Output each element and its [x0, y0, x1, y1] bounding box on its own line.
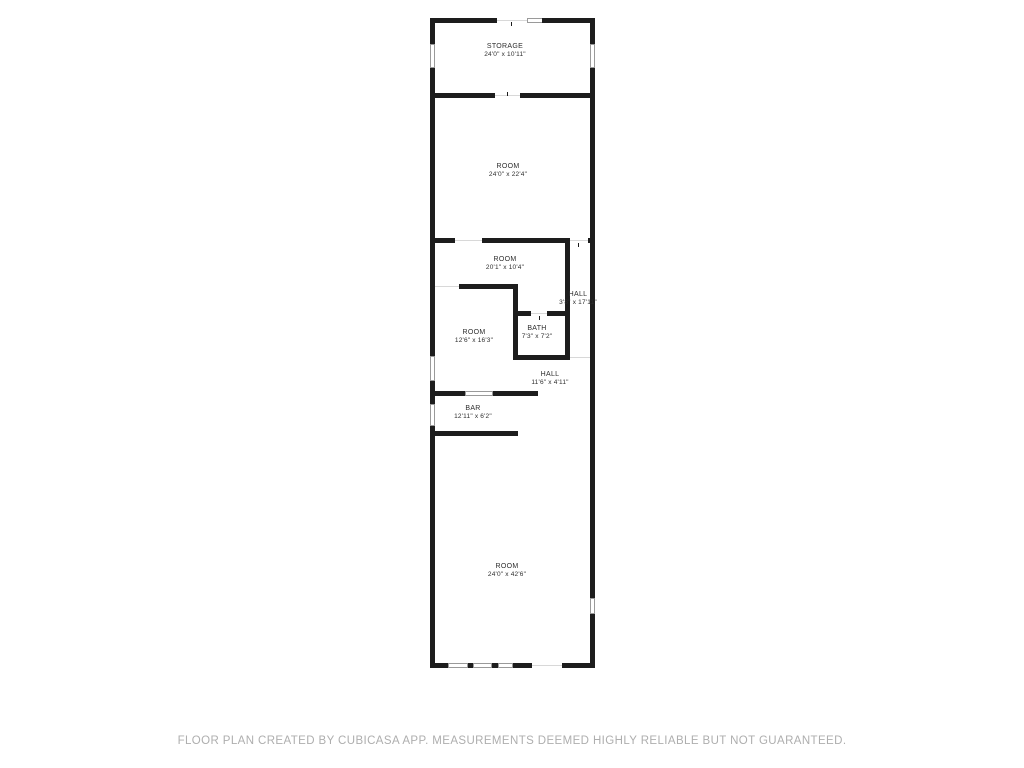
wall-segment — [482, 238, 570, 243]
room-dimensions: 20'1" x 10'4" — [485, 264, 525, 271]
room-label-storage — [484, 42, 526, 59]
wall-segment — [430, 18, 435, 44]
room-name: ROOM — [495, 563, 519, 570]
room-dimensions: 7'3" x 7'2" — [521, 333, 553, 340]
wall-segment — [459, 284, 518, 289]
door-opening — [531, 313, 547, 314]
door-opening — [435, 286, 459, 287]
window — [590, 598, 595, 614]
window — [448, 663, 468, 668]
wall-segment — [588, 238, 595, 243]
window — [430, 44, 435, 68]
room-name: HALL — [540, 371, 560, 378]
room-name: BAR — [465, 405, 481, 412]
room-name: STORAGE — [486, 43, 524, 50]
wall-segment — [430, 663, 448, 668]
door-tick — [511, 22, 512, 26]
wall-segment — [520, 93, 595, 98]
room-dimensions: 24'0" x 22'4" — [488, 171, 528, 178]
window — [473, 663, 492, 668]
wall-segment — [493, 391, 538, 396]
wall-segment — [547, 311, 567, 316]
wall-segment — [513, 284, 518, 360]
room-name: ROOM — [496, 163, 520, 170]
room-label-room-middle — [486, 255, 524, 272]
wall-segment — [430, 431, 518, 436]
door-opening — [497, 20, 527, 21]
room-dimensions: 11'6" x 4'11" — [531, 379, 569, 386]
disclaimer-text: FLOOR PLAN CREATED BY CUBICASA APP. MEASUREMENTS DEEMED HIGHLY RELIABLE BUT NOT GUARANTEED. — [177, 735, 847, 747]
wall-segment — [513, 663, 532, 668]
wall-segment — [430, 426, 435, 668]
wall-segment — [430, 68, 435, 356]
room-name: ROOM — [462, 329, 486, 336]
pass-through-window — [465, 391, 493, 396]
door-tick — [507, 92, 508, 96]
room-label-room-small — [455, 328, 493, 345]
door-opening — [532, 665, 562, 666]
window — [498, 663, 513, 668]
door-opening — [455, 240, 482, 241]
room-label-hall-lower — [531, 370, 568, 387]
wall-segment — [518, 355, 565, 360]
room-dimensions: 12'11" x 6'2" — [454, 413, 492, 420]
room-name: HALL — [568, 291, 588, 298]
room-label-bath — [522, 324, 553, 341]
door-opening — [570, 240, 588, 241]
door-tick — [539, 316, 540, 320]
wall-segment — [430, 391, 465, 396]
window — [590, 44, 595, 68]
room-dimensions: 24'0" x 42'6" — [487, 571, 527, 578]
room-dimensions: 3'8" x 17'11" — [559, 299, 597, 306]
room-label-hall-upper — [559, 290, 597, 307]
window — [430, 404, 435, 426]
room-dimensions: 24'0" x 10'11" — [484, 51, 526, 58]
wall-segment — [590, 68, 595, 598]
room-label-room-upper — [489, 162, 527, 179]
door-tick — [578, 243, 579, 247]
wall-segment — [590, 614, 595, 668]
wall-segment — [430, 238, 455, 243]
wall-segment — [542, 18, 595, 23]
wall-segment — [562, 663, 595, 668]
room-name: ROOM — [493, 256, 517, 263]
door-opening — [570, 357, 590, 358]
wall-segment — [518, 311, 531, 316]
room-name: BATH — [527, 325, 547, 332]
room-label-room-lower — [488, 562, 526, 579]
wall-segment — [590, 18, 595, 44]
window — [430, 356, 435, 381]
room-dimensions: 12'6" x 16'3" — [454, 337, 494, 344]
room-label-bar — [454, 404, 492, 421]
wall-segment — [430, 93, 495, 98]
wall-segment — [430, 18, 497, 23]
window — [527, 18, 543, 23]
